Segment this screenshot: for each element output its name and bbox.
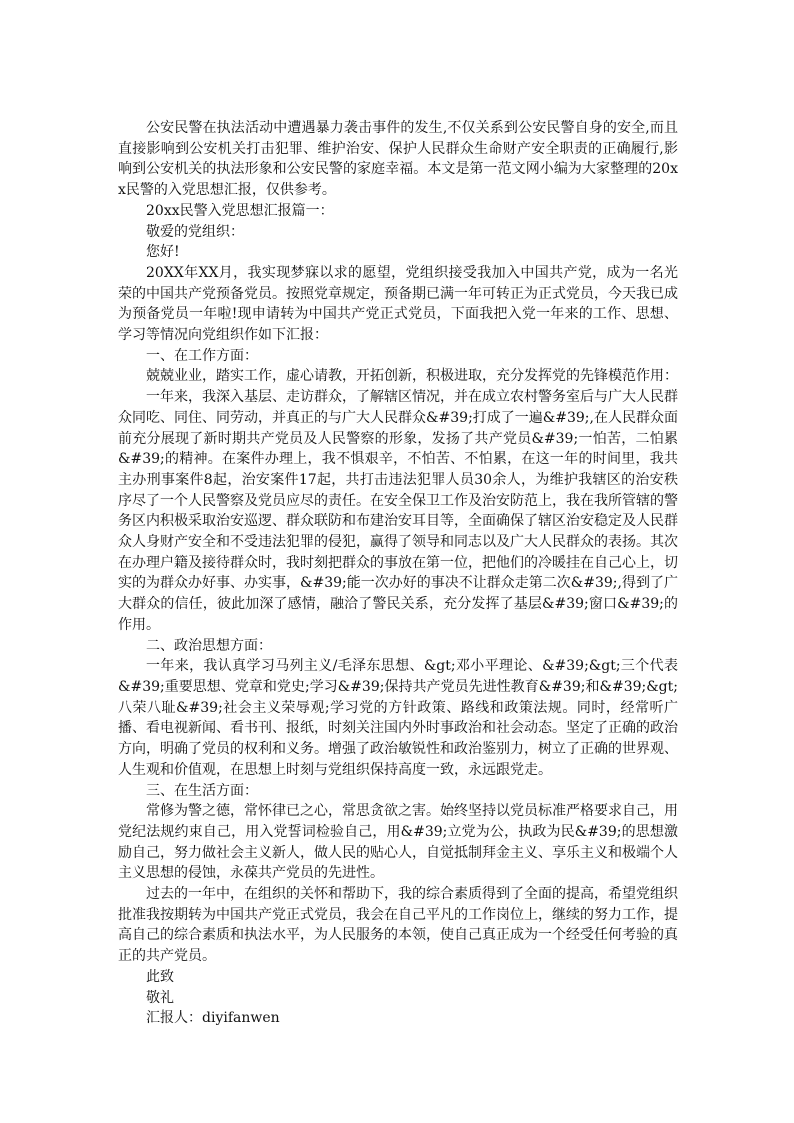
conclusion-paragraph: 过去的一年中，在组织的关怀和帮助下，我的综合素质得到了全面的提高，希望党组织批准我按期转为中国共产党正式党员，我会在自己平凡的工作岗位上，继续的努力工作，提高自己的综合素质和执法水平，为人民服务的本领，使自己真正成为一个经受任何考验的真正的共产党员。 — [118, 886, 678, 965]
closing-line-2: 敬礼 — [146, 989, 174, 1006]
section-lead-work: 兢兢业业，踏实工作，虚心请教，开拓创新，积极进取，充分发挥党的先锋模范作用： — [146, 368, 678, 385]
document-page — [118, 118, 678, 1029]
signature-line: 汇报人：diyifanwen — [146, 1010, 280, 1027]
report-heading: 20xx民警入党思想汇报篇一： — [146, 202, 334, 219]
opening-paragraph: 20XX年XX月，我实现梦寐以求的愿望，党组织接受我加入中国共产党，成为一名光荣的中国共产党预备党员。按照党章规定，预备期已满一年可转正为正式党员，今天我已成为预备党员一年啦!现申请转为中国共产党正式党员，下面我把入党一年来的工作、思想、学习等情况向党组织作如下汇报： — [118, 264, 678, 344]
section-title-politics: 二、政治思想方面： — [146, 637, 272, 654]
section-title-life: 三、在生活方面： — [146, 782, 258, 799]
closing-line-1: 此致 — [146, 968, 174, 985]
greeting: 您好! — [146, 244, 180, 261]
section-title-work: 一、在工作方面： — [146, 347, 258, 364]
section-body-work: 一年来，我深入基层、走访群众，了解辖区情况，并在成立农村警务室后与广大人民群众同吃、同住、同劳动，并真正的与广大人民群众&#39;打成了一遍&#39;,在人民群众面前充分展现了新时期共产党员及人民警察的形象，发扬了共产党员&#39;一怕苦，二怕累&#39;的精神。在案件办理上，我不惧艰辛，不怕苦、不怕累，在这一年的时间里，我共主办刑事案件8起，治安案件17起，共打击违法犯罪人员30余人，为维护我辖区的治安秩序尽了一个人民警察及党员应尽的责任。在安全保卫工作及治安防范上，我在我所管辖的警务区内积极采取治安巡逻、群众联防和布建治安耳目等，全面确保了辖区治安稳定及人民群众人身财产安全和不受违法犯罪的侵犯，赢得了领导和同志以及广大人民群众的表扬。其次在办理户籍及接待群众时，我时刻把群众的事放在第一位，把他们的冷暖挂在自己心上，切实的为群众办好事、办实事，&#39;能一次办好的事决不让群众走第二次&#39;,得到了广大群众的信任，彼此加深了感情，融洽了警民关系，充分发挥了基层&#39;窗口&#39;的作用。 — [118, 389, 678, 633]
intro-paragraph: 公安民警在执法活动中遭遇暴力袭击事件的发生,不仅关系到公安民警自身的安全,而且直接影响到公安机关打击犯罪、维护治安、保护人民群众生命财产安全职责的正确履行,影响到公安机关的执法形象和公安民警的家庭幸福。本文是第一范文网小编为大家整理的20xx民警的入党思想汇报，仅供参考。 — [118, 120, 678, 199]
salutation: 敬爱的党组织： — [146, 223, 244, 240]
section-body-life: 常修为警之德，常怀律已之心，常思贪欲之害。始终坚持以党员标准严格要求自己，用党纪法规约束自己，用入党誓词检验自己，用&#39;立党为公，执政为民&#39;的思想激励自己，努力做社会主义新人，做人民的贴心人，自觉抵制拜金主义、享乐主义和极端个人主义思想的侵蚀，永葆共产党员的先进性。 — [118, 803, 678, 882]
section-body-politics: 一年来，我认真学习马列主义/毛泽东思想、&gt;邓小平理论、&#39;&gt;三个代表&#39;重要思想、党章和党史;学习&#39;保持共产党员先进性教育&#39;和&#39;&gt;八荣八耻&#39;社会主义荣辱观;学习党的方针政策、路线和政策法规。同时，经常听广播、看电视新闻、看书刊、报纸，时刻关注国内外时事政治和社会动态。坚定了正确的政治方向，明确了党员的权利和义务。增强了政治敏锐性和政治鉴别力，树立了正确的世界观、人生观和价值观，在思想上时刻与党组织保持高度一致，永远跟党走。 — [118, 658, 678, 778]
